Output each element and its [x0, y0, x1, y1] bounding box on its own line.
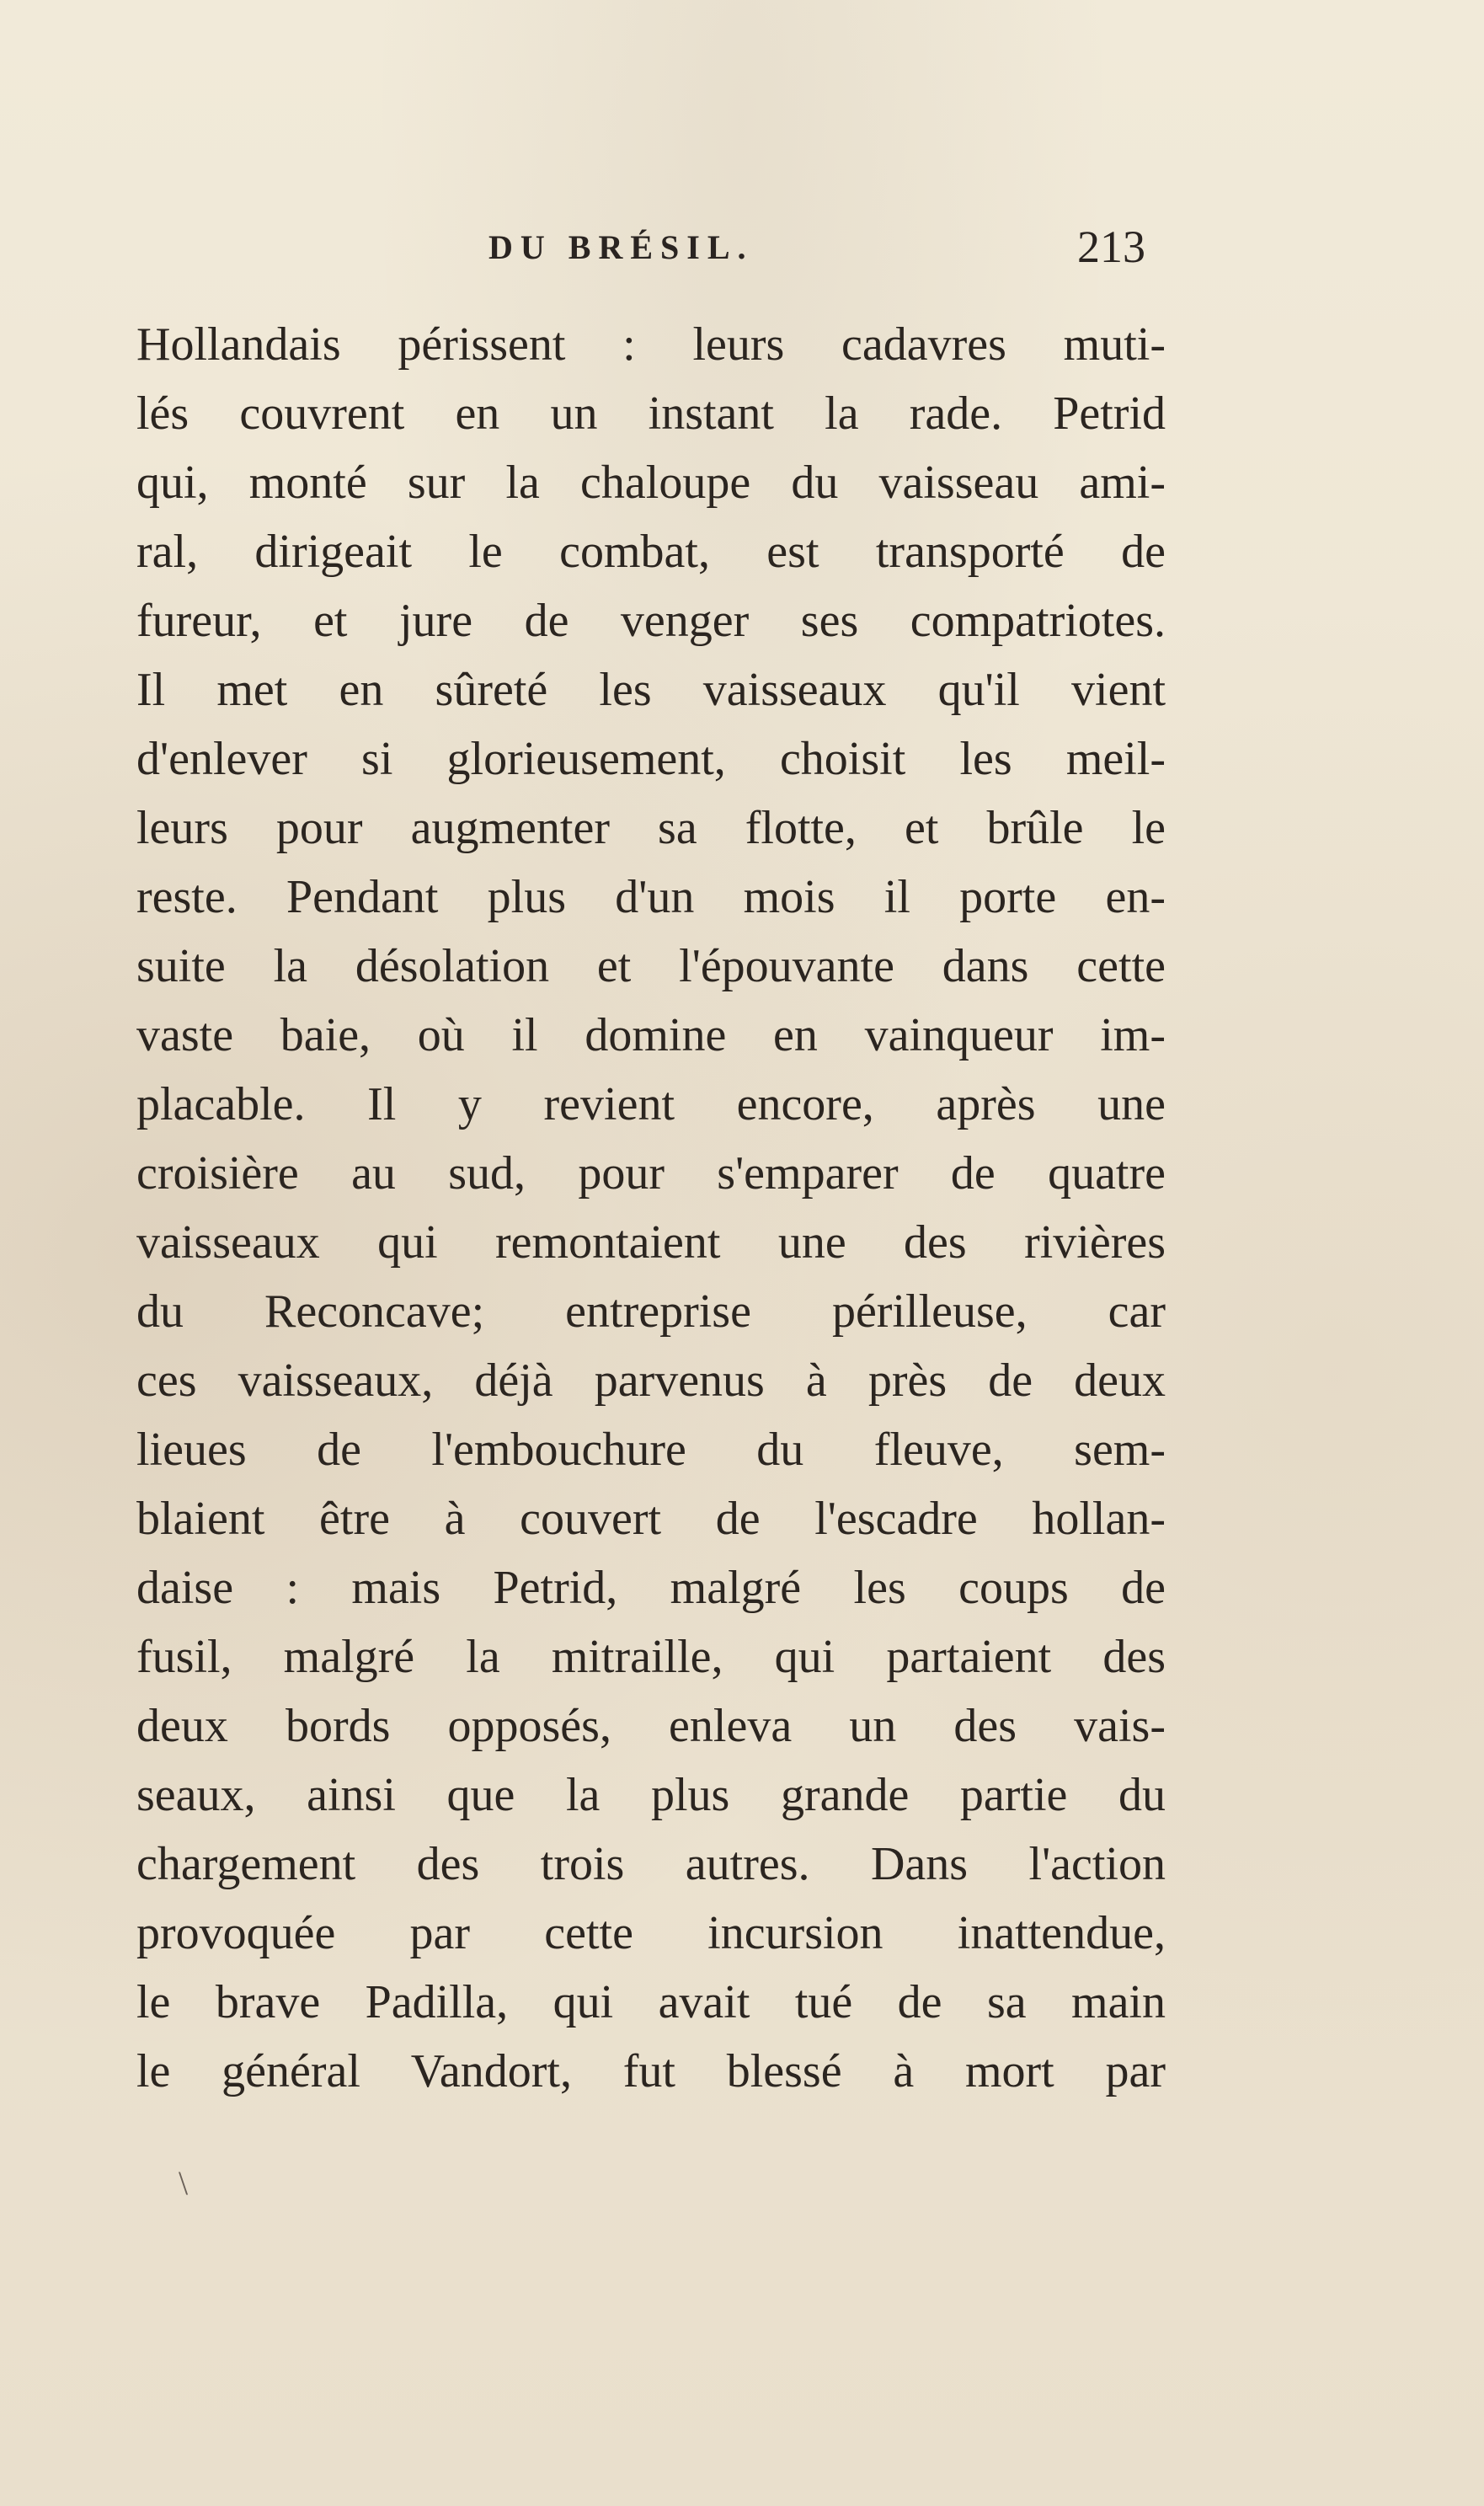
text-line: fusil, malgré la mitraille, qui partaient des [136, 1631, 1166, 1683]
text-line: ces vaisseaux, déjà parvenus à près de deux [136, 1355, 1166, 1407]
page-number: 213 [1077, 222, 1145, 272]
text-line: vaste baie, où il domine en vainqueur im- [136, 1009, 1166, 1061]
text-line: placable. Il y revient encore, après une [136, 1078, 1166, 1130]
text-line: le général Vandort, fut blessé à mort par [136, 2045, 1166, 2097]
paper-mark: \ [179, 2164, 189, 2202]
text-line: reste. Pendant plus d'un mois il porte en- [136, 871, 1166, 923]
text-line: suite la désolation et l'épouvante dans cette [136, 940, 1166, 992]
text-line: le brave Padilla, qui avait tué de sa main [136, 1976, 1166, 2028]
text-line: Il met en sûreté les vaisseaux qu'il vient [136, 664, 1166, 716]
text-line: provoquée par cette incursion inattendue, [136, 1907, 1166, 1959]
text-line: chargement des trois autres. Dans l'action [136, 1838, 1166, 1890]
text-line: seaux, ainsi que la plus grande partie du [136, 1769, 1166, 1821]
text-line: vaisseaux qui remontaient une des rivières [136, 1216, 1166, 1269]
text-line: leurs pour augmenter sa flotte, et brûle le [136, 802, 1166, 854]
text-line: ral, dirigeait le combat, est transporté de [136, 526, 1166, 578]
text-line: d'enlever si glorieusement, choisit les meil- [136, 733, 1166, 785]
text-line: fureur, et jure de venger ses compatriotes. [136, 595, 1166, 647]
text-line: croisière au sud, pour s'emparer de quatre [136, 1147, 1166, 1200]
text-line: qui, monté sur la chaloupe du vaisseau ami- [136, 457, 1166, 509]
text-line: lieues de l'embouchure du fleuve, sem- [136, 1424, 1166, 1476]
text-line: Hollandais périssent : leurs cadavres muti- [136, 318, 1166, 371]
page-header [135, 222, 1162, 286]
text-line: lés couvrent en un instant la rade. Petrid [136, 387, 1166, 440]
text-line: daise : mais Petrid, malgré les coups de [136, 1562, 1166, 1614]
text-line: blaient être à couvert de l'escadre hollan- [136, 1493, 1166, 1545]
running-head: DU BRÉSIL. [488, 228, 754, 266]
body-text [136, 310, 1166, 2106]
text-line: deux bords opposés, enleva un des vais- [136, 1700, 1166, 1752]
text-line: du Reconcave; entreprise périlleuse, car [136, 1285, 1166, 1338]
